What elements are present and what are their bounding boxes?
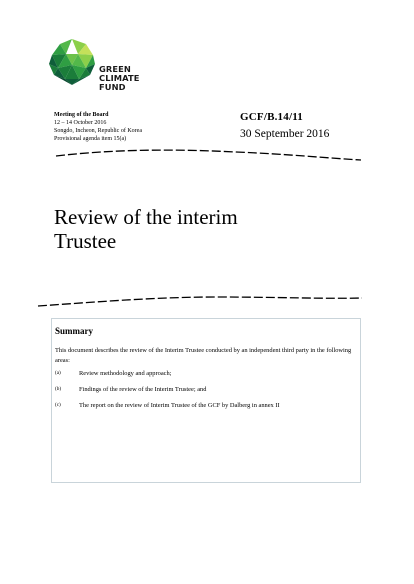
brand-line-3: FUND <box>99 82 126 92</box>
list-item-text: The report on the review of Interim Trustee of the GCF by Dalberg in annex II <box>79 402 280 409</box>
summary-heading: Summary <box>55 326 93 336</box>
list-item-text: Findings of the review of the Interim Trustee; and <box>79 386 207 393</box>
list-item-text: Review methodology and approach; <box>79 370 172 377</box>
document-date: 30 September 2016 <box>240 128 330 140</box>
summary-text: This document describes the review of the Interim Trustee conducted by an independent third party in the following areas: <box>55 347 352 364</box>
wave-divider-bottom <box>36 292 366 308</box>
wave-divider-top <box>36 146 366 162</box>
list-item-mark: (b) <box>55 386 62 392</box>
meeting-location: Songdo, Incheon, Republic of Korea <box>54 128 142 134</box>
list-item-mark: (c) <box>55 402 61 408</box>
brand-line-2: CLIMATE <box>99 73 140 83</box>
gcf-logo <box>48 38 148 96</box>
meeting-info <box>54 111 142 143</box>
title-line-2: Trustee <box>54 229 117 253</box>
meeting-dates: 12 – 14 October 2016 <box>54 120 107 126</box>
summary-box <box>51 318 361 483</box>
list-item-mark: (a) <box>55 370 61 376</box>
document-number: GCF/B.14/11 <box>240 111 304 123</box>
title-line-1: Review of the interim <box>54 205 238 229</box>
brand-line-1: GREEN <box>99 64 131 74</box>
brand-wordmark <box>99 65 140 92</box>
meeting-heading: Meeting of the Board <box>54 112 109 118</box>
meeting-agenda: Provisional agenda item 15(a) <box>54 136 127 142</box>
document-title <box>54 205 354 253</box>
globe-icon <box>48 38 96 86</box>
